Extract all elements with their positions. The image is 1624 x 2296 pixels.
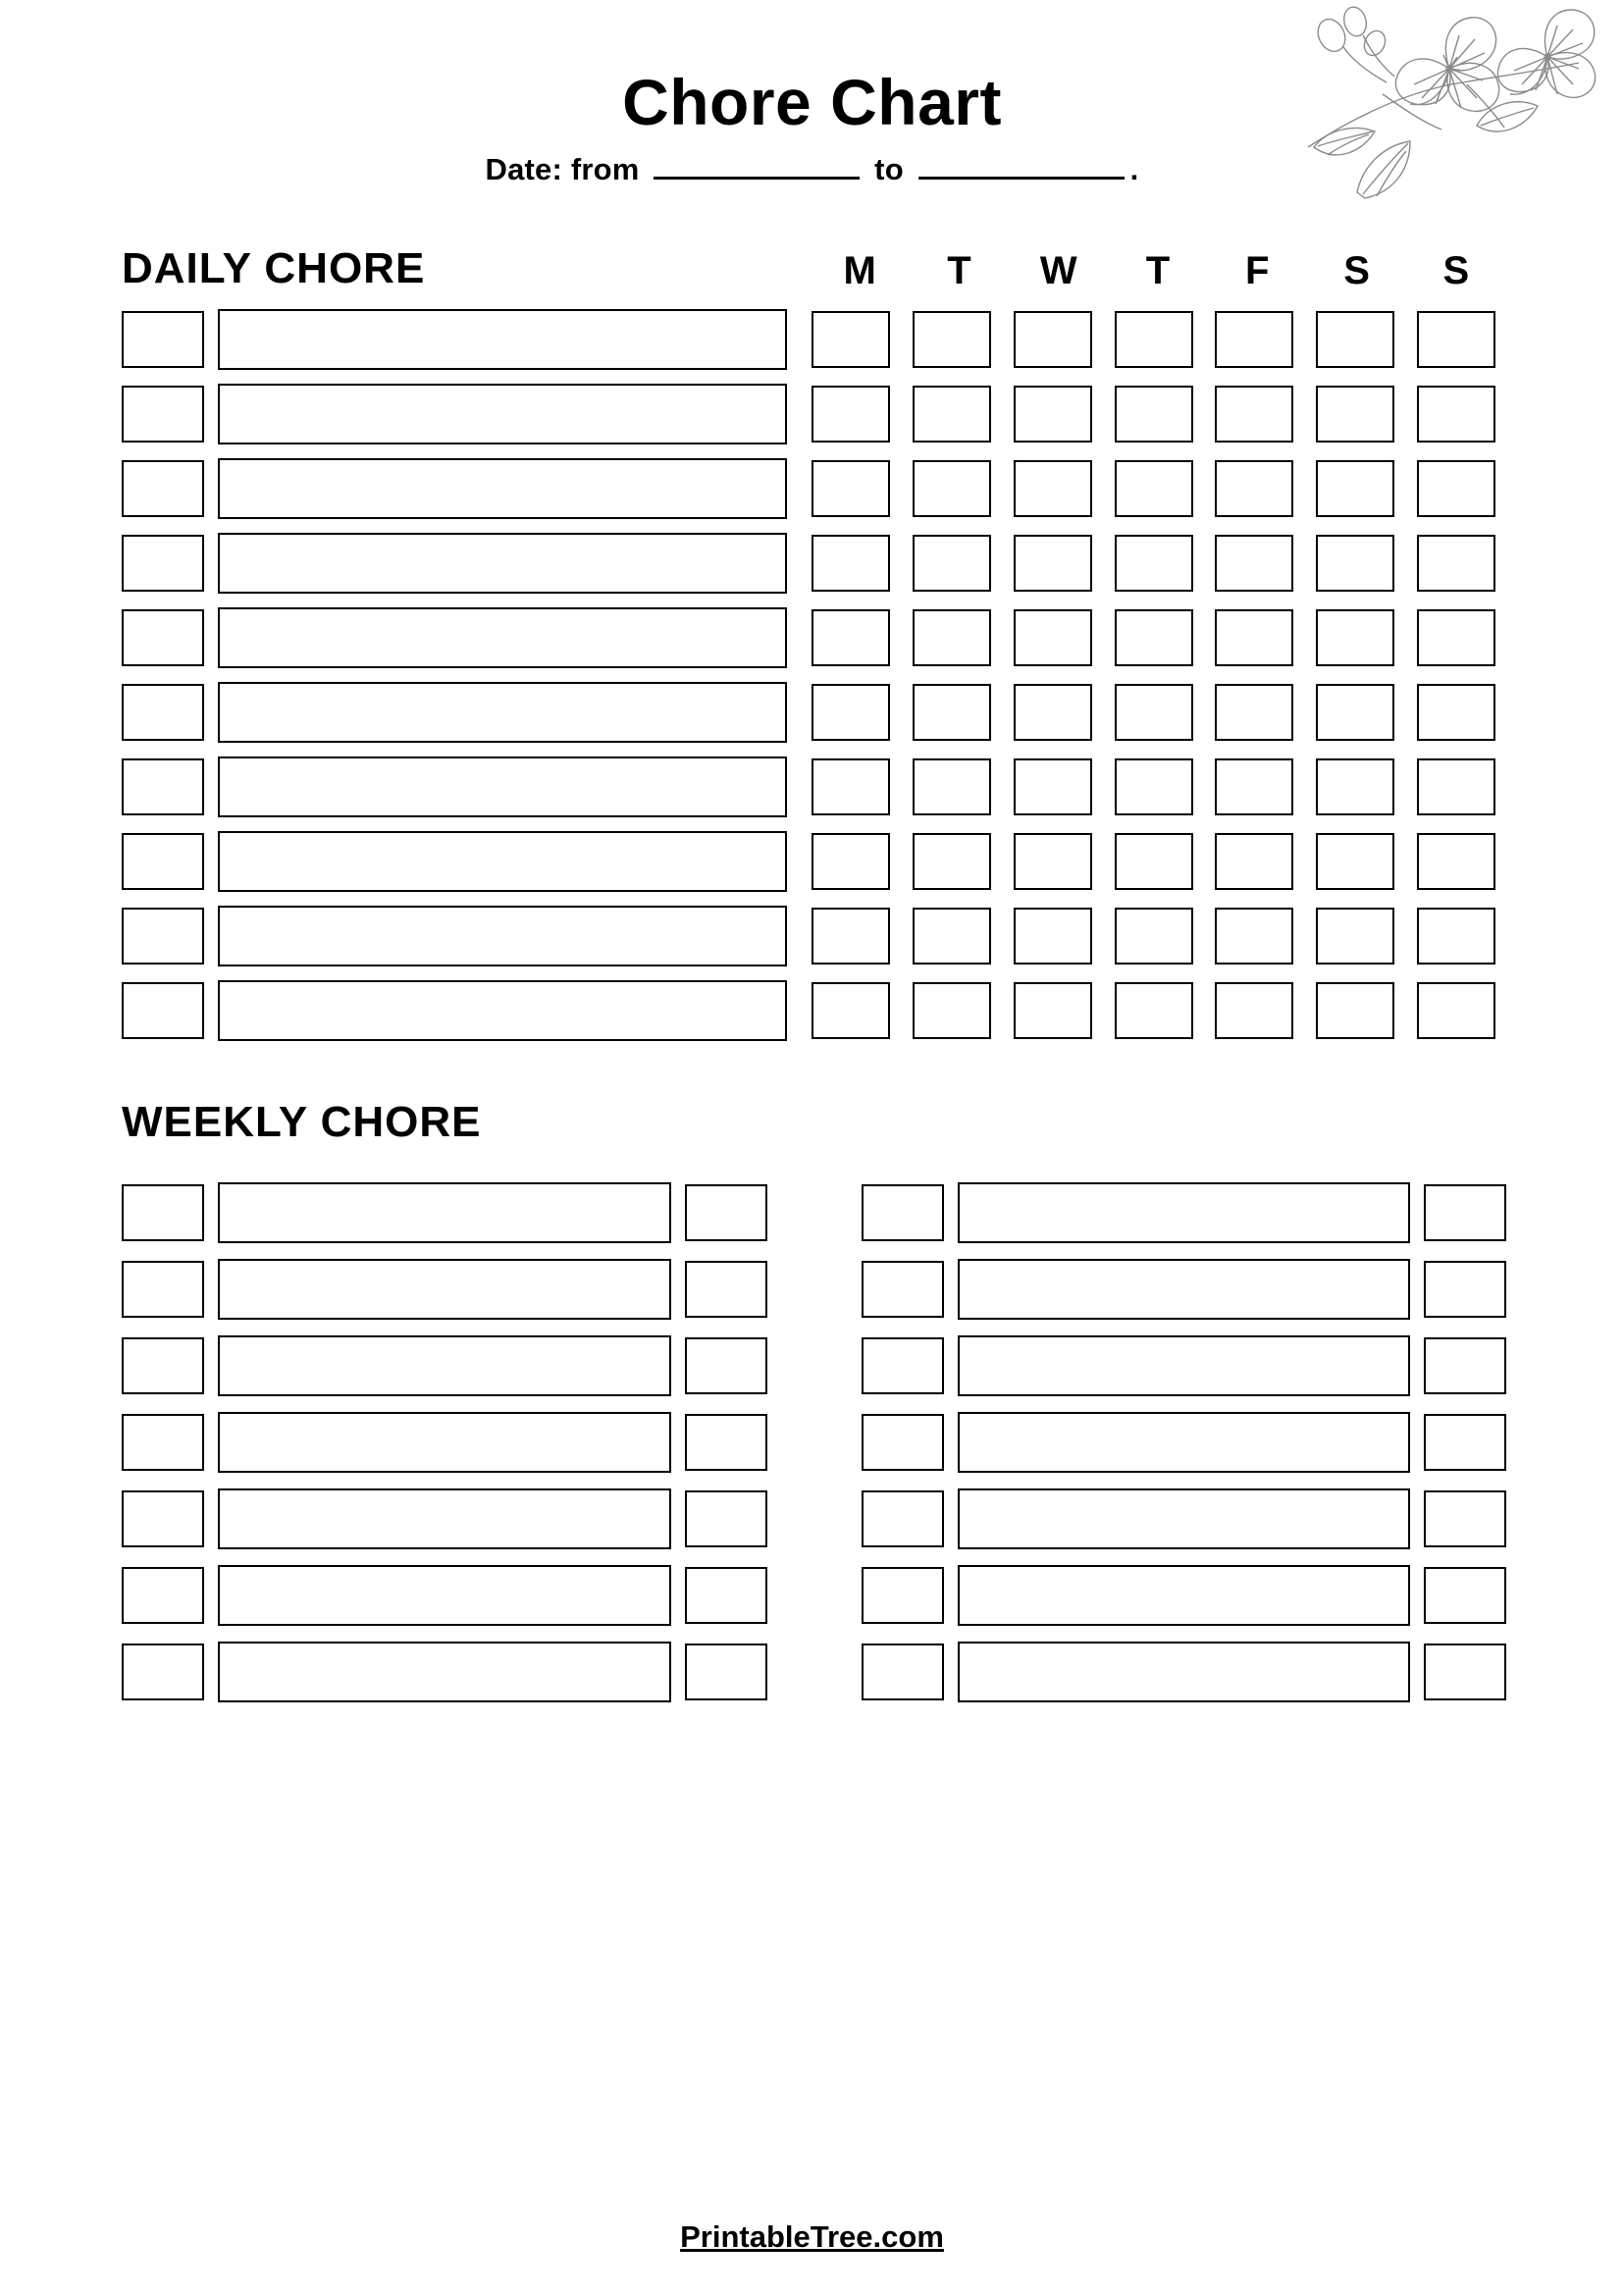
weekly-chore-row [122, 1488, 767, 1549]
weekly-chore-done-box[interactable] [1424, 1337, 1506, 1394]
weekly-chore-checkbox[interactable] [862, 1261, 944, 1318]
weekly-chore-input[interactable] [218, 1335, 671, 1396]
daily-day-checkbox[interactable] [913, 535, 991, 592]
daily-day-checkbox[interactable] [1316, 460, 1394, 517]
weekly-chore-checkbox[interactable] [122, 1567, 204, 1624]
daily-day-checkbox[interactable] [1316, 982, 1394, 1039]
daily-day-checkbox[interactable] [812, 758, 890, 815]
daily-day-checkbox[interactable] [812, 386, 890, 443]
day-cell-wrap [1305, 311, 1406, 368]
day-cell-wrap [1204, 386, 1305, 443]
day-cell-wrap [1305, 908, 1406, 965]
daily-day-checkbox[interactable] [1014, 982, 1092, 1039]
daily-day-cells [801, 311, 1506, 368]
daily-chore-row [122, 458, 1506, 519]
weekly-chore-input[interactable] [958, 1412, 1411, 1473]
daily-day-checkbox[interactable] [1417, 833, 1495, 890]
day-cell-wrap [1305, 609, 1406, 666]
day-cell-wrap [1204, 684, 1305, 741]
daily-chore-input[interactable] [218, 831, 787, 892]
weekly-chore-done-box[interactable] [1424, 1490, 1506, 1547]
daily-chore-checkbox[interactable] [122, 758, 204, 815]
daily-chore-row [122, 906, 1506, 966]
daily-day-checkbox[interactable] [1215, 460, 1293, 517]
daily-day-checkbox[interactable] [1316, 609, 1394, 666]
weekly-chore-heading: WEEKLY CHORE [122, 1098, 482, 1147]
daily-day-checkbox[interactable] [1215, 982, 1293, 1039]
day-cell-wrap [902, 386, 1003, 443]
footer-link[interactable]: PrintableTree.com [680, 2219, 944, 2254]
weekly-chore-done-box[interactable] [685, 1490, 767, 1547]
daily-day-checkbox[interactable] [1014, 535, 1092, 592]
daily-day-checkbox[interactable] [1215, 609, 1293, 666]
weekly-chore-input[interactable] [958, 1259, 1411, 1320]
day-cell-wrap [1002, 460, 1103, 517]
day-cell-wrap [801, 758, 902, 815]
day-cell-wrap [1204, 758, 1305, 815]
date-to-input[interactable] [918, 154, 1125, 180]
daily-day-checkbox[interactable] [1115, 460, 1193, 517]
daily-day-checkbox[interactable] [1115, 311, 1193, 368]
daily-day-checkbox[interactable] [1215, 684, 1293, 741]
weekly-chore-row [122, 1182, 767, 1243]
daily-chore-input[interactable] [218, 533, 787, 594]
day-cell-wrap [801, 311, 902, 368]
daily-day-checkbox[interactable] [913, 609, 991, 666]
daily-day-checkbox[interactable] [1417, 535, 1495, 592]
date-period: . [1129, 152, 1139, 187]
weekly-chore-row [862, 1182, 1507, 1243]
weekly-chore-row [122, 1642, 767, 1702]
day-header-wednesday: W [1039, 249, 1078, 293]
day-cell-wrap [1204, 833, 1305, 890]
daily-day-checkbox[interactable] [812, 311, 890, 368]
weekly-chore-checkbox[interactable] [862, 1490, 944, 1547]
weekly-chore-input[interactable] [218, 1642, 671, 1702]
daily-chore-row [122, 757, 1506, 817]
weekly-chore-row [862, 1335, 1507, 1396]
day-cell-wrap [1204, 460, 1305, 517]
weekly-chore-checkbox[interactable] [122, 1490, 204, 1547]
weekly-chore-done-box[interactable] [685, 1644, 767, 1700]
day-cell-wrap [1002, 609, 1103, 666]
daily-day-checkbox[interactable] [913, 982, 991, 1039]
daily-day-checkbox[interactable] [812, 833, 890, 890]
weekly-chore-done-box[interactable] [1424, 1261, 1506, 1318]
day-cell-wrap [801, 908, 902, 965]
day-headers [811, 249, 1506, 293]
daily-day-cells [801, 460, 1506, 517]
weekly-chore-row [122, 1412, 767, 1473]
weekly-chore-done-box[interactable] [685, 1414, 767, 1471]
day-header-tuesday: T [947, 249, 972, 293]
weekly-chore-row [862, 1488, 1507, 1549]
daily-chore-input[interactable] [218, 309, 787, 370]
weekly-column-right [862, 1182, 1507, 1718]
weekly-chore-row [862, 1642, 1507, 1702]
day-cell-wrap [1204, 535, 1305, 592]
daily-day-checkbox[interactable] [812, 609, 890, 666]
day-cell-wrap [1305, 833, 1406, 890]
daily-day-cells [801, 684, 1506, 741]
daily-day-cells [801, 982, 1506, 1039]
daily-day-checkbox[interactable] [1014, 908, 1092, 965]
daily-day-checkbox[interactable] [1316, 311, 1394, 368]
daily-day-checkbox[interactable] [1115, 758, 1193, 815]
daily-day-checkbox[interactable] [1417, 386, 1495, 443]
weekly-chore-row [862, 1565, 1507, 1626]
daily-day-checkbox[interactable] [1115, 535, 1193, 592]
weekly-chore-row [122, 1259, 767, 1320]
daily-day-checkbox[interactable] [1215, 535, 1293, 592]
daily-day-checkbox[interactable] [1417, 908, 1495, 965]
floral-branch-icon [1284, 0, 1608, 235]
daily-chore-checkbox[interactable] [122, 982, 204, 1039]
daily-day-checkbox[interactable] [1215, 386, 1293, 443]
weekly-chore-checkbox[interactable] [862, 1184, 944, 1241]
daily-day-checkbox[interactable] [812, 684, 890, 741]
weekly-chore-checkbox[interactable] [122, 1337, 204, 1394]
daily-day-checkbox[interactable] [1417, 684, 1495, 741]
day-cell-wrap [1305, 386, 1406, 443]
day-cell-wrap [801, 982, 902, 1039]
daily-day-checkbox[interactable] [913, 311, 991, 368]
daily-chore-input[interactable] [218, 906, 787, 966]
weekly-chore-input[interactable] [218, 1565, 671, 1626]
daily-day-checkbox[interactable] [913, 908, 991, 965]
day-cell-wrap [1103, 758, 1204, 815]
day-cell-wrap [902, 311, 1003, 368]
day-cell-wrap [1405, 311, 1506, 368]
daily-header-row [122, 233, 1506, 293]
daily-day-cells [801, 535, 1506, 592]
weekly-chore-done-box[interactable] [685, 1261, 767, 1318]
weekly-chore-done-box[interactable] [685, 1337, 767, 1394]
daily-day-checkbox[interactable] [1014, 609, 1092, 666]
day-cell-wrap [1204, 982, 1305, 1039]
daily-chore-checkbox[interactable] [122, 535, 204, 592]
day-cell-wrap [1405, 460, 1506, 517]
day-cell-wrap [902, 535, 1003, 592]
daily-day-checkbox[interactable] [1316, 833, 1394, 890]
day-cell-wrap [1103, 908, 1204, 965]
weekly-chore-row [122, 1335, 767, 1396]
daily-chore-checkbox[interactable] [122, 908, 204, 965]
daily-day-checkbox[interactable] [1215, 758, 1293, 815]
day-cell-wrap [1002, 982, 1103, 1039]
day-cell-wrap [1405, 758, 1506, 815]
daily-day-checkbox[interactable] [1014, 311, 1092, 368]
daily-chore-checkbox[interactable] [122, 684, 204, 741]
weekly-chore-checkbox[interactable] [122, 1261, 204, 1318]
daily-day-checkbox[interactable] [812, 908, 890, 965]
day-cell-wrap [902, 908, 1003, 965]
day-cell-wrap [1103, 311, 1204, 368]
day-cell-wrap [1405, 982, 1506, 1039]
day-cell-wrap [1103, 535, 1204, 592]
weekly-chore-checkbox[interactable] [122, 1414, 204, 1471]
daily-day-checkbox[interactable] [1316, 535, 1394, 592]
daily-chore-input[interactable] [218, 607, 787, 668]
day-cell-wrap [801, 684, 902, 741]
daily-day-checkbox[interactable] [1115, 684, 1193, 741]
weekly-chore-input[interactable] [218, 1412, 671, 1473]
daily-day-cells [801, 609, 1506, 666]
daily-day-checkbox[interactable] [1417, 982, 1495, 1039]
date-from-input[interactable] [654, 154, 860, 180]
day-cell-wrap [1103, 833, 1204, 890]
daily-chore-checkbox[interactable] [122, 386, 204, 443]
weekly-chore-grid [122, 1182, 1506, 1718]
day-cell-wrap [902, 684, 1003, 741]
day-cell-wrap [1002, 386, 1103, 443]
daily-chore-row [122, 607, 1506, 668]
weekly-chore-input[interactable] [218, 1259, 671, 1320]
day-cell-wrap [801, 460, 902, 517]
weekly-chore-done-box[interactable] [1424, 1644, 1506, 1700]
daily-chore-row [122, 384, 1506, 444]
day-cell-wrap [1305, 535, 1406, 592]
day-cell-wrap [1103, 460, 1204, 517]
day-cell-wrap [902, 609, 1003, 666]
day-cell-wrap [801, 386, 902, 443]
daily-day-checkbox[interactable] [1417, 311, 1495, 368]
day-cell-wrap [1002, 758, 1103, 815]
weekly-chore-done-box[interactable] [1424, 1567, 1506, 1624]
daily-day-checkbox[interactable] [1215, 833, 1293, 890]
day-cell-wrap [1405, 535, 1506, 592]
daily-chore-checkbox[interactable] [122, 460, 204, 517]
daily-chore-input[interactable] [218, 757, 787, 817]
daily-day-cells [801, 386, 1506, 443]
day-cell-wrap [1103, 982, 1204, 1039]
day-cell-wrap [1002, 535, 1103, 592]
daily-day-checkbox[interactable] [1014, 460, 1092, 517]
daily-day-checkbox[interactable] [913, 684, 991, 741]
weekly-column-left [122, 1182, 767, 1718]
day-cell-wrap [902, 460, 1003, 517]
daily-day-checkbox[interactable] [1014, 684, 1092, 741]
daily-chore-row [122, 682, 1506, 743]
daily-day-checkbox[interactable] [913, 386, 991, 443]
daily-day-checkbox[interactable] [1417, 460, 1495, 517]
weekly-chore-input[interactable] [218, 1182, 671, 1243]
daily-chore-input[interactable] [218, 458, 787, 519]
weekly-chore-row [122, 1565, 767, 1626]
day-cell-wrap [1405, 833, 1506, 890]
weekly-chore-done-box[interactable] [1424, 1184, 1506, 1241]
day-cell-wrap [1002, 833, 1103, 890]
day-cell-wrap [801, 609, 902, 666]
weekly-chore-checkbox[interactable] [862, 1414, 944, 1471]
daily-day-checkbox[interactable] [1316, 684, 1394, 741]
day-cell-wrap [1305, 758, 1406, 815]
day-cell-wrap [1103, 386, 1204, 443]
daily-day-checkbox[interactable] [913, 460, 991, 517]
daily-chore-row [122, 980, 1506, 1041]
day-cell-wrap [1103, 609, 1204, 666]
date-from-label: Date: from [485, 152, 640, 187]
day-cell-wrap [1305, 684, 1406, 741]
weekly-chore-input[interactable] [958, 1642, 1411, 1702]
daily-chore-row [122, 533, 1506, 594]
daily-chore-input[interactable] [218, 384, 787, 444]
day-cell-wrap [1405, 386, 1506, 443]
day-cell-wrap [1405, 609, 1506, 666]
page-title: Chore Chart [622, 66, 1002, 138]
daily-day-checkbox[interactable] [1316, 758, 1394, 815]
daily-day-cells [801, 908, 1506, 965]
daily-chore-checkbox[interactable] [122, 833, 204, 890]
daily-day-checkbox[interactable] [1417, 758, 1495, 815]
day-cell-wrap [801, 833, 902, 890]
daily-day-cells [801, 833, 1506, 890]
daily-heading-wrap [122, 244, 811, 293]
daily-day-checkbox[interactable] [812, 535, 890, 592]
daily-day-checkbox[interactable] [913, 833, 991, 890]
day-cell-wrap [1204, 311, 1305, 368]
daily-chore-input[interactable] [218, 980, 787, 1041]
daily-day-checkbox[interactable] [1115, 982, 1193, 1039]
weekly-chore-checkbox[interactable] [122, 1644, 204, 1700]
day-cell-wrap [1405, 684, 1506, 741]
footer [0, 2219, 1624, 2255]
day-cell-wrap [902, 833, 1003, 890]
daily-chore-heading: DAILY CHORE [122, 244, 426, 293]
daily-chore-row [122, 309, 1506, 370]
daily-chore-checkbox[interactable] [122, 311, 204, 368]
weekly-chore-row [862, 1412, 1507, 1473]
daily-chore-checkbox[interactable] [122, 609, 204, 666]
day-cell-wrap [1305, 982, 1406, 1039]
daily-day-checkbox[interactable] [1014, 386, 1092, 443]
day-header-thursday: T [1145, 249, 1172, 293]
day-cell-wrap [1002, 684, 1103, 741]
daily-day-checkbox[interactable] [1014, 758, 1092, 815]
day-cell-wrap [1002, 311, 1103, 368]
daily-chore-input[interactable] [218, 682, 787, 743]
day-header-monday: M [843, 249, 877, 293]
day-cell-wrap [1204, 609, 1305, 666]
day-cell-wrap [1204, 908, 1305, 965]
daily-day-checkbox[interactable] [913, 758, 991, 815]
day-header-saturday: S [1343, 249, 1371, 293]
daily-day-checkbox[interactable] [1316, 386, 1394, 443]
weekly-chore-input[interactable] [958, 1565, 1411, 1626]
daily-day-checkbox[interactable] [1115, 908, 1193, 965]
daily-day-checkbox[interactable] [1115, 386, 1193, 443]
weekly-chore-input[interactable] [958, 1488, 1411, 1549]
day-cell-wrap [1103, 684, 1204, 741]
daily-day-cells [801, 758, 1506, 815]
day-header-friday: F [1245, 249, 1271, 293]
date-to-label: to [874, 152, 904, 187]
day-header-sunday: S [1442, 249, 1471, 293]
weekly-chore-input[interactable] [218, 1488, 671, 1549]
daily-day-checkbox[interactable] [1316, 908, 1394, 965]
day-cell-wrap [801, 535, 902, 592]
daily-day-checkbox[interactable] [1115, 833, 1193, 890]
weekly-chore-done-box[interactable] [685, 1184, 767, 1241]
weekly-chore-checkbox[interactable] [862, 1337, 944, 1394]
weekly-chore-input[interactable] [958, 1182, 1411, 1243]
weekly-chore-input[interactable] [958, 1335, 1411, 1396]
weekly-chore-checkbox[interactable] [862, 1644, 944, 1700]
day-cell-wrap [1002, 908, 1103, 965]
daily-day-checkbox[interactable] [812, 982, 890, 1039]
day-cell-wrap [1405, 908, 1506, 965]
day-cell-wrap [902, 758, 1003, 815]
daily-day-checkbox[interactable] [1115, 609, 1193, 666]
daily-day-checkbox[interactable] [1014, 833, 1092, 890]
day-cell-wrap [902, 982, 1003, 1039]
daily-day-checkbox[interactable] [1215, 908, 1293, 965]
daily-chore-rows [122, 309, 1506, 1041]
daily-chore-row [122, 831, 1506, 892]
daily-chore-section [0, 233, 1624, 1041]
weekly-chore-checkbox[interactable] [862, 1567, 944, 1624]
weekly-chore-section [0, 1098, 1624, 1718]
weekly-chore-row [862, 1259, 1507, 1320]
daily-day-checkbox[interactable] [1215, 311, 1293, 368]
day-cell-wrap [1305, 460, 1406, 517]
daily-day-checkbox[interactable] [1417, 609, 1495, 666]
daily-day-checkbox[interactable] [812, 460, 890, 517]
weekly-chore-checkbox[interactable] [122, 1184, 204, 1241]
weekly-chore-done-box[interactable] [685, 1567, 767, 1624]
weekly-chore-done-box[interactable] [1424, 1414, 1506, 1471]
